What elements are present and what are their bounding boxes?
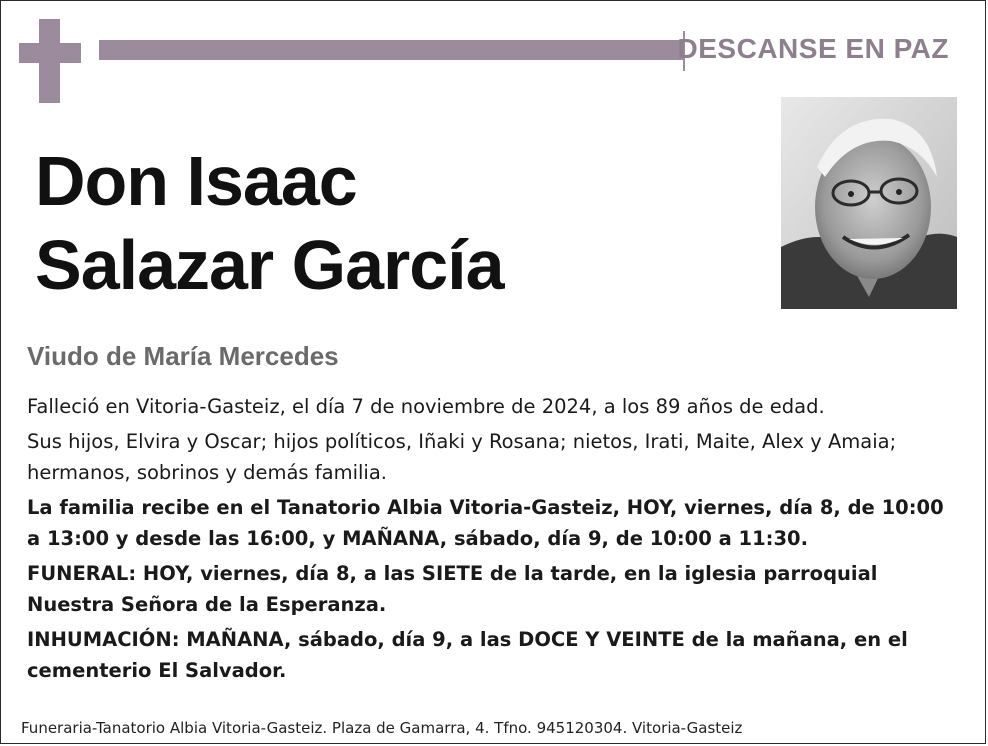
header-label: DESCANSE EN PAZ — [677, 33, 949, 64]
paragraph-burial: INHUMACIÓN: MAÑANA, sábado, día 9, a las DOCE Y VEINTE de la mañana, en el cementerio El Salvador. — [27, 628, 908, 682]
deceased-portrait — [781, 97, 957, 309]
paragraph-visitation: La familia recibe en el Tanatorio Albia Vitoria-Gasteiz, HOY, viernes, día 8, de 10:00 a 13:00 y desde las 16:00, y MAÑANA, sábado, día 9, de 10:00 a 11:30. — [27, 496, 944, 550]
notice-body — [27, 391, 957, 690]
header-rule — [99, 40, 683, 60]
subtitle-widow-of: Viudo de María Mercedes — [27, 341, 339, 371]
paragraph-funeral: FUNERAL: HOY, viernes, día 8, a las SIETE de la tarde, en la iglesia parroquial Nuestra Señora de la Esperanza. — [27, 562, 878, 616]
funeral-home-footer: Funeraria-Tanatorio Albia Vitoria-Gasteiz. Plaza de Gamarra, 4. Tfno. 945120304. Vitoria-Gasteiz — [21, 719, 743, 737]
portrait-illustration — [781, 97, 957, 309]
deceased-name — [35, 139, 504, 307]
paragraph-family: Sus hijos, Elvira y Oscar; hijos políticos, Iñaki y Rosana; nietos, Irati, Maite, Alex y Amaia; hermanos, sobrinos y demás familia. — [27, 430, 897, 484]
deceased-name-line-2: Salazar García — [35, 226, 504, 304]
paragraph-death: Falleció en Vitoria-Gasteiz, el día 7 de noviembre de 2024, a los 89 años de edad. — [27, 395, 825, 418]
deceased-name-line-1: Don Isaac — [35, 142, 357, 220]
